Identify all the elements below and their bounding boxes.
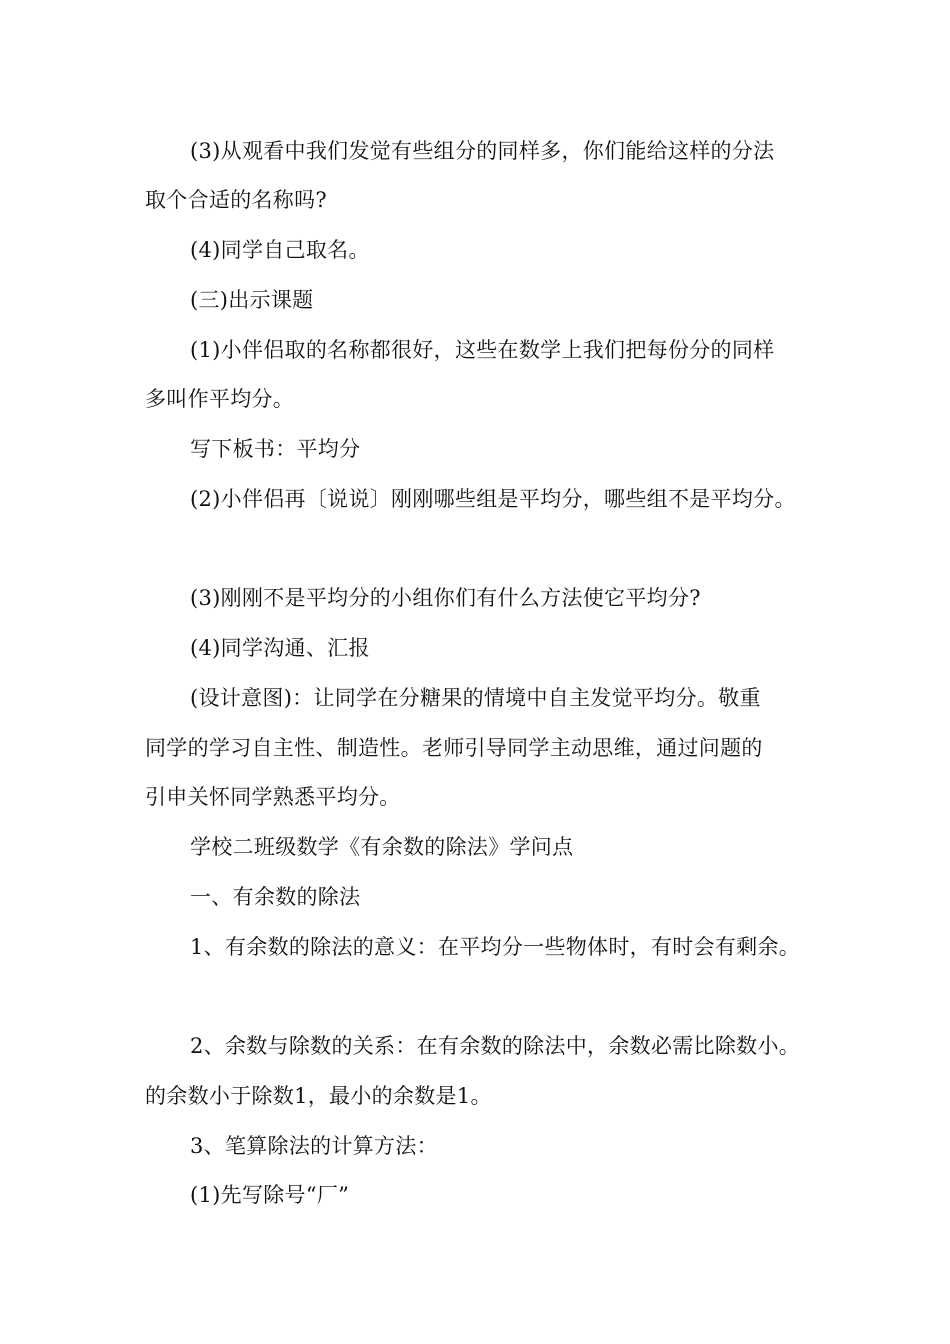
section-heading: 一、有余数的除法 (190, 885, 361, 909)
paragraph-line: 同学的学习自主性、制造性。老师引导同学主动思维，通过问题的 (145, 736, 763, 760)
paragraph-line: (4)同学自己取名。 (190, 238, 370, 262)
paragraph-line: 多叫作平均分。 (145, 387, 295, 411)
paragraph-line: (设计意图)：让同学在分糖果的情境中自主发觉平均分。敬重 (190, 686, 761, 710)
paragraph-line: 的余数小于除数1，最小的余数是1。 (145, 1084, 492, 1108)
section-heading: 学校二班级数学《有余数的除法》学问点 (190, 835, 574, 859)
paragraph-line: 引申关怀同学熟悉平均分。 (145, 785, 401, 809)
paragraph-line: (3)从观看中我们发觉有些组分的同样多，你们能给这样的分法 (190, 139, 775, 163)
paragraph-line: (4)同学沟通、汇报 (190, 636, 370, 660)
paragraph-line: 1、有余数的除法的意义：在平均分一些物体时，有时会有剩余。 (190, 935, 801, 959)
paragraph-line: (2)小伴侣再〔说说〕刚刚哪些组是平均分，哪些组不是平均分。 (190, 487, 796, 511)
paragraph-line: 2、余数与除数的关系：在有余数的除法中，余数必需比除数小。 (190, 1034, 801, 1058)
paragraph-line: (1)小伴侣取的名称都很好，这些在数学上我们把每份分的同样 (190, 338, 775, 362)
paragraph-line: (1)先写除号“厂” (190, 1183, 350, 1207)
paragraph-line: 写下板书：平均分 (190, 437, 361, 461)
paragraph-line: 取个合适的名称吗? (145, 188, 327, 212)
paragraph-line: (3)刚刚不是平均分的小组你们有什么方法使它平均分? (190, 586, 701, 610)
section-heading: (三)出示课题 (190, 288, 314, 312)
paragraph-line: 3、笔算除法的计算方法： (190, 1134, 438, 1158)
